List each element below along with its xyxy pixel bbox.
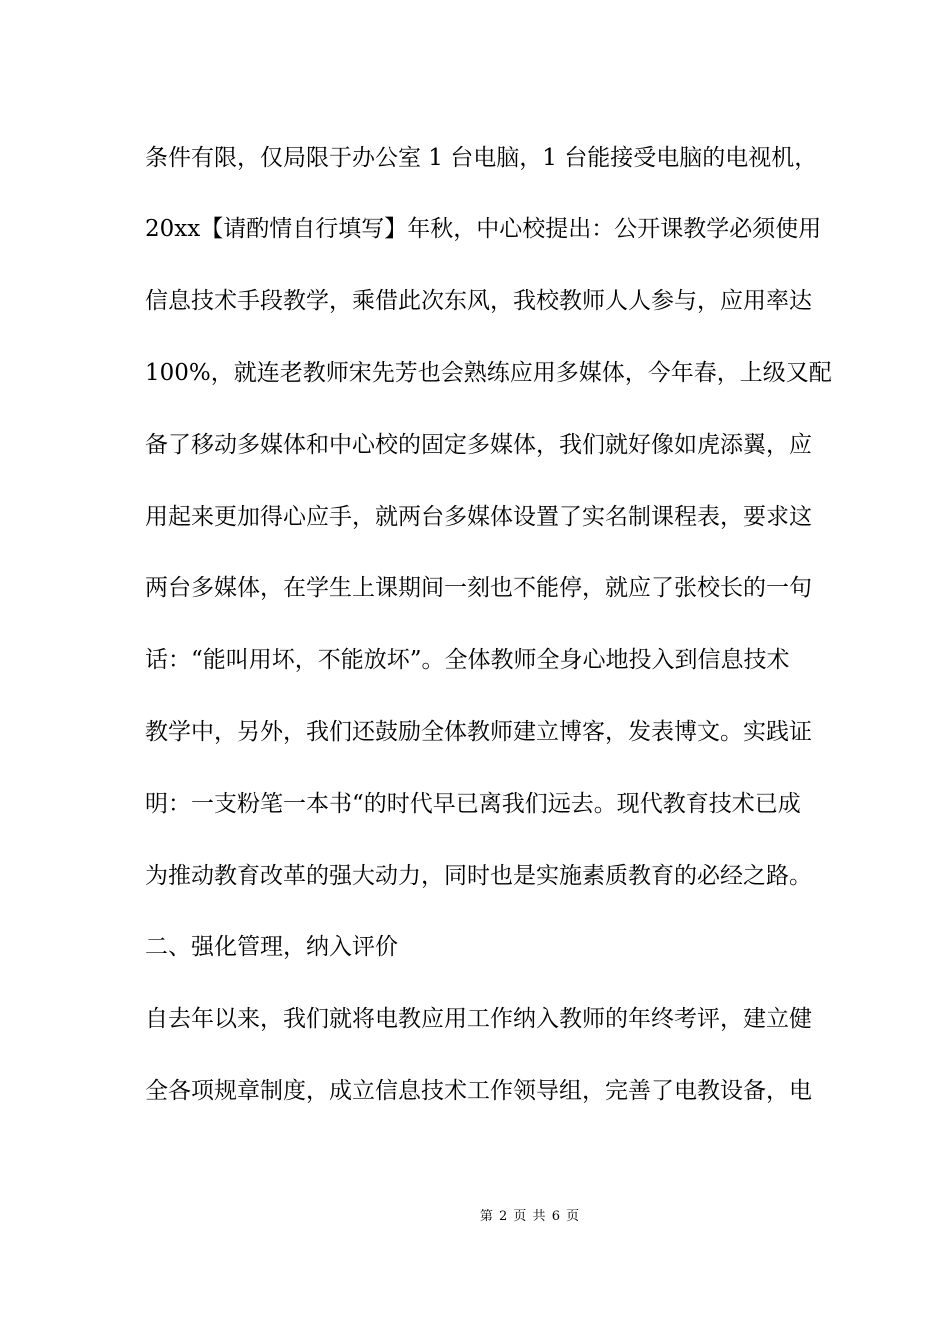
paragraph-line-10: 明：一支粉笔一本书“的时代早已离我们远去。现代教育技术已成 <box>145 791 801 817</box>
page-number-footer: 第 2 页 共 6 页 <box>479 1209 581 1224</box>
paragraph-line-12: 自去年以来，我们就将电教应用工作纳入教师的年终考评，建立健 <box>145 1006 812 1032</box>
paragraph-line-11: 为推动教育改革的强大动力，同时也是实施素质教育的必经之路。 <box>145 863 812 889</box>
paragraph-line-2: 20xx【请酌情自行填写】年秋，中心校提出：公开课教学必须使用 <box>145 216 822 242</box>
paragraph-line-5: 备了移动多媒体和中心校的固定多媒体，我们就好像如虎添翼，应 <box>145 432 812 458</box>
paragraph-line-9: 教学中，另外，我们还鼓励全体教师建立博客，发表博文。实践证 <box>145 719 812 745</box>
paragraph-line-4: 100%，就连老教师宋先芳也会熟练应用多媒体，今年春，上级又配 <box>145 360 832 386</box>
section-heading: 二、强化管理，纳入评价 <box>145 934 398 960</box>
paragraph-line-3: 信息技术手段教学，乘借此次东风，我校教师人人参与，应用率达 <box>145 288 812 314</box>
paragraph-line-13: 全各项规章制度，成立信息技术工作领导组，完善了电教设备，电 <box>145 1078 812 1104</box>
paragraph-line-1: 条件有限，仅局限于办公室 1 台电脑，1 台能接受电脑的电视机， <box>145 145 818 171</box>
paragraph-line-6: 用起来更加得心应手，就两台多媒体设置了实名制课程表，要求这 <box>145 504 812 530</box>
paragraph-line-7: 两台多媒体，在学生上课期间一刻也不能停，就应了张校长的一句 <box>145 575 812 601</box>
paragraph-line-8: 话：“能叫用坏，不能放坏”。全体教师全身心地投入到信息技术 <box>145 647 790 673</box>
